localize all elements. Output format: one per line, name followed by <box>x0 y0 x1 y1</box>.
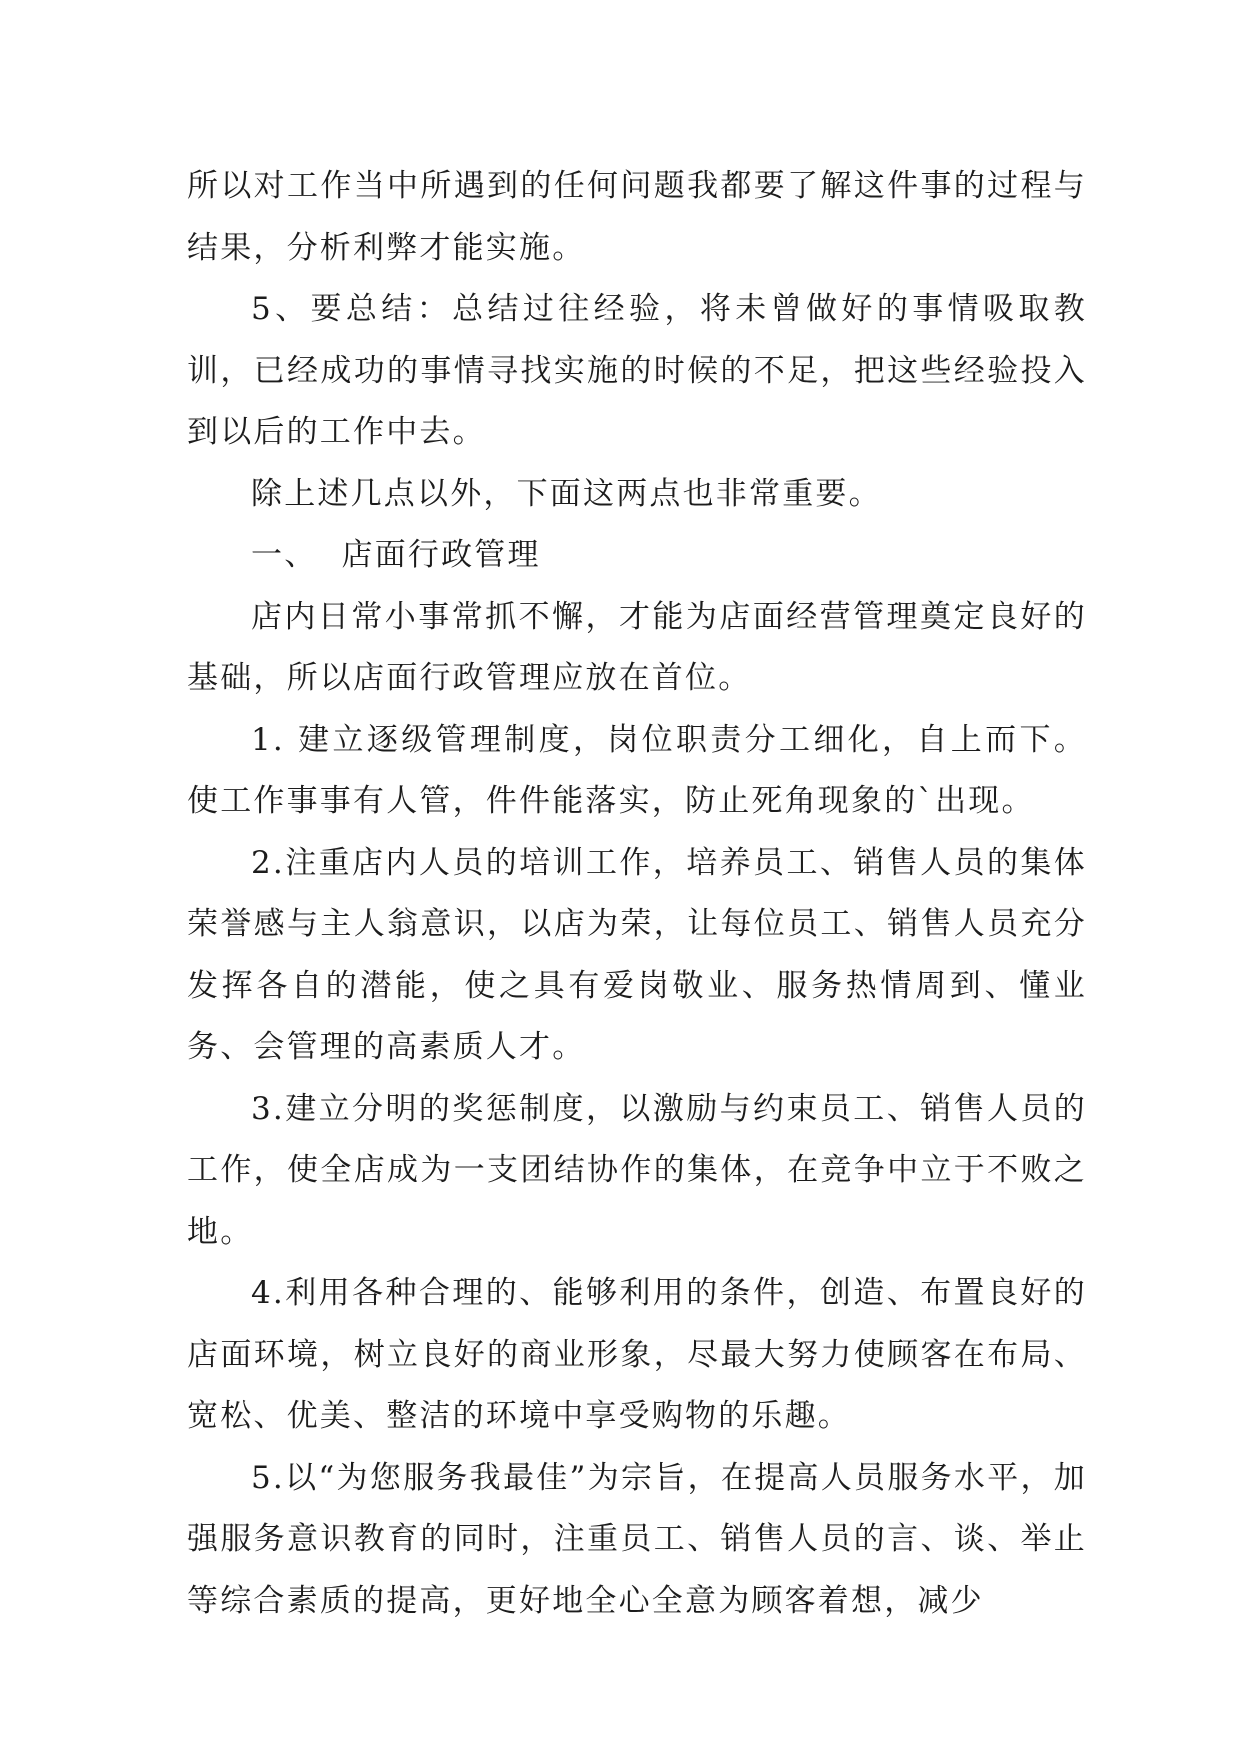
list-item-1: 1. 建立逐级管理制度，岗位职责分工细化，自上而下。使工作事事有人管，件件能落实，防止死角现象的`出现。 <box>187 721 1087 819</box>
list-item-2: 2.注重店内人员的培训工作，培养员工、销售人员的集体荣誉感与主人翁意识，以店为荣，让每位员工、销售人员充分发挥各自的潜能，使之具有爱岗敬业、服务热情周到、懂业务、会管理的高素质人才。 <box>187 844 1087 1065</box>
paragraph-store-admin-intro: 店内日常小事常抓不懈，才能为店面经营管理奠定良好的基础，所以店面行政管理应放在首位。 <box>187 598 1087 696</box>
list-item-5: 5.以“为您服务我最佳”为宗旨，在提高人员服务水平，加强服务意识教育的同时，注重员工、销售人员的言、谈、举止等综合素质的提高，更好地全心全意为顾客着想，减少 <box>187 1459 1087 1619</box>
section-heading-store-admin: 一、 店面行政管理 <box>251 537 541 573</box>
paragraph-point-5-summary: 5、要总结：总结过往经验，将未曾做好的事情吸取教训，已经成功的事情寻找实施的时候的不足，把这些经验投入到以后的工作中去。 <box>187 291 1087 450</box>
document-body <box>187 156 1087 1632</box>
paragraph-continuation: 所以对工作当中所遇到的任何问题我都要了解这件事的过程与结果，分析利弊才能实施。 <box>187 168 1087 266</box>
paragraph-transition: 除上述几点以外，下面这两点也非常重要。 <box>251 475 882 512</box>
list-item-3: 3.建立分明的奖惩制度，以激励与约束员工、销售人员的工作，使全店成为一支团结协作的集体，在竞争中立于不败之地。 <box>187 1090 1087 1250</box>
list-item-4: 4.利用各种合理的、能够利用的条件，创造、布置良好的店面环境，树立良好的商业形象，尽最大努力使顾客在布局、宽松、优美、整洁的环境中享受购物的乐趣。 <box>187 1275 1087 1434</box>
